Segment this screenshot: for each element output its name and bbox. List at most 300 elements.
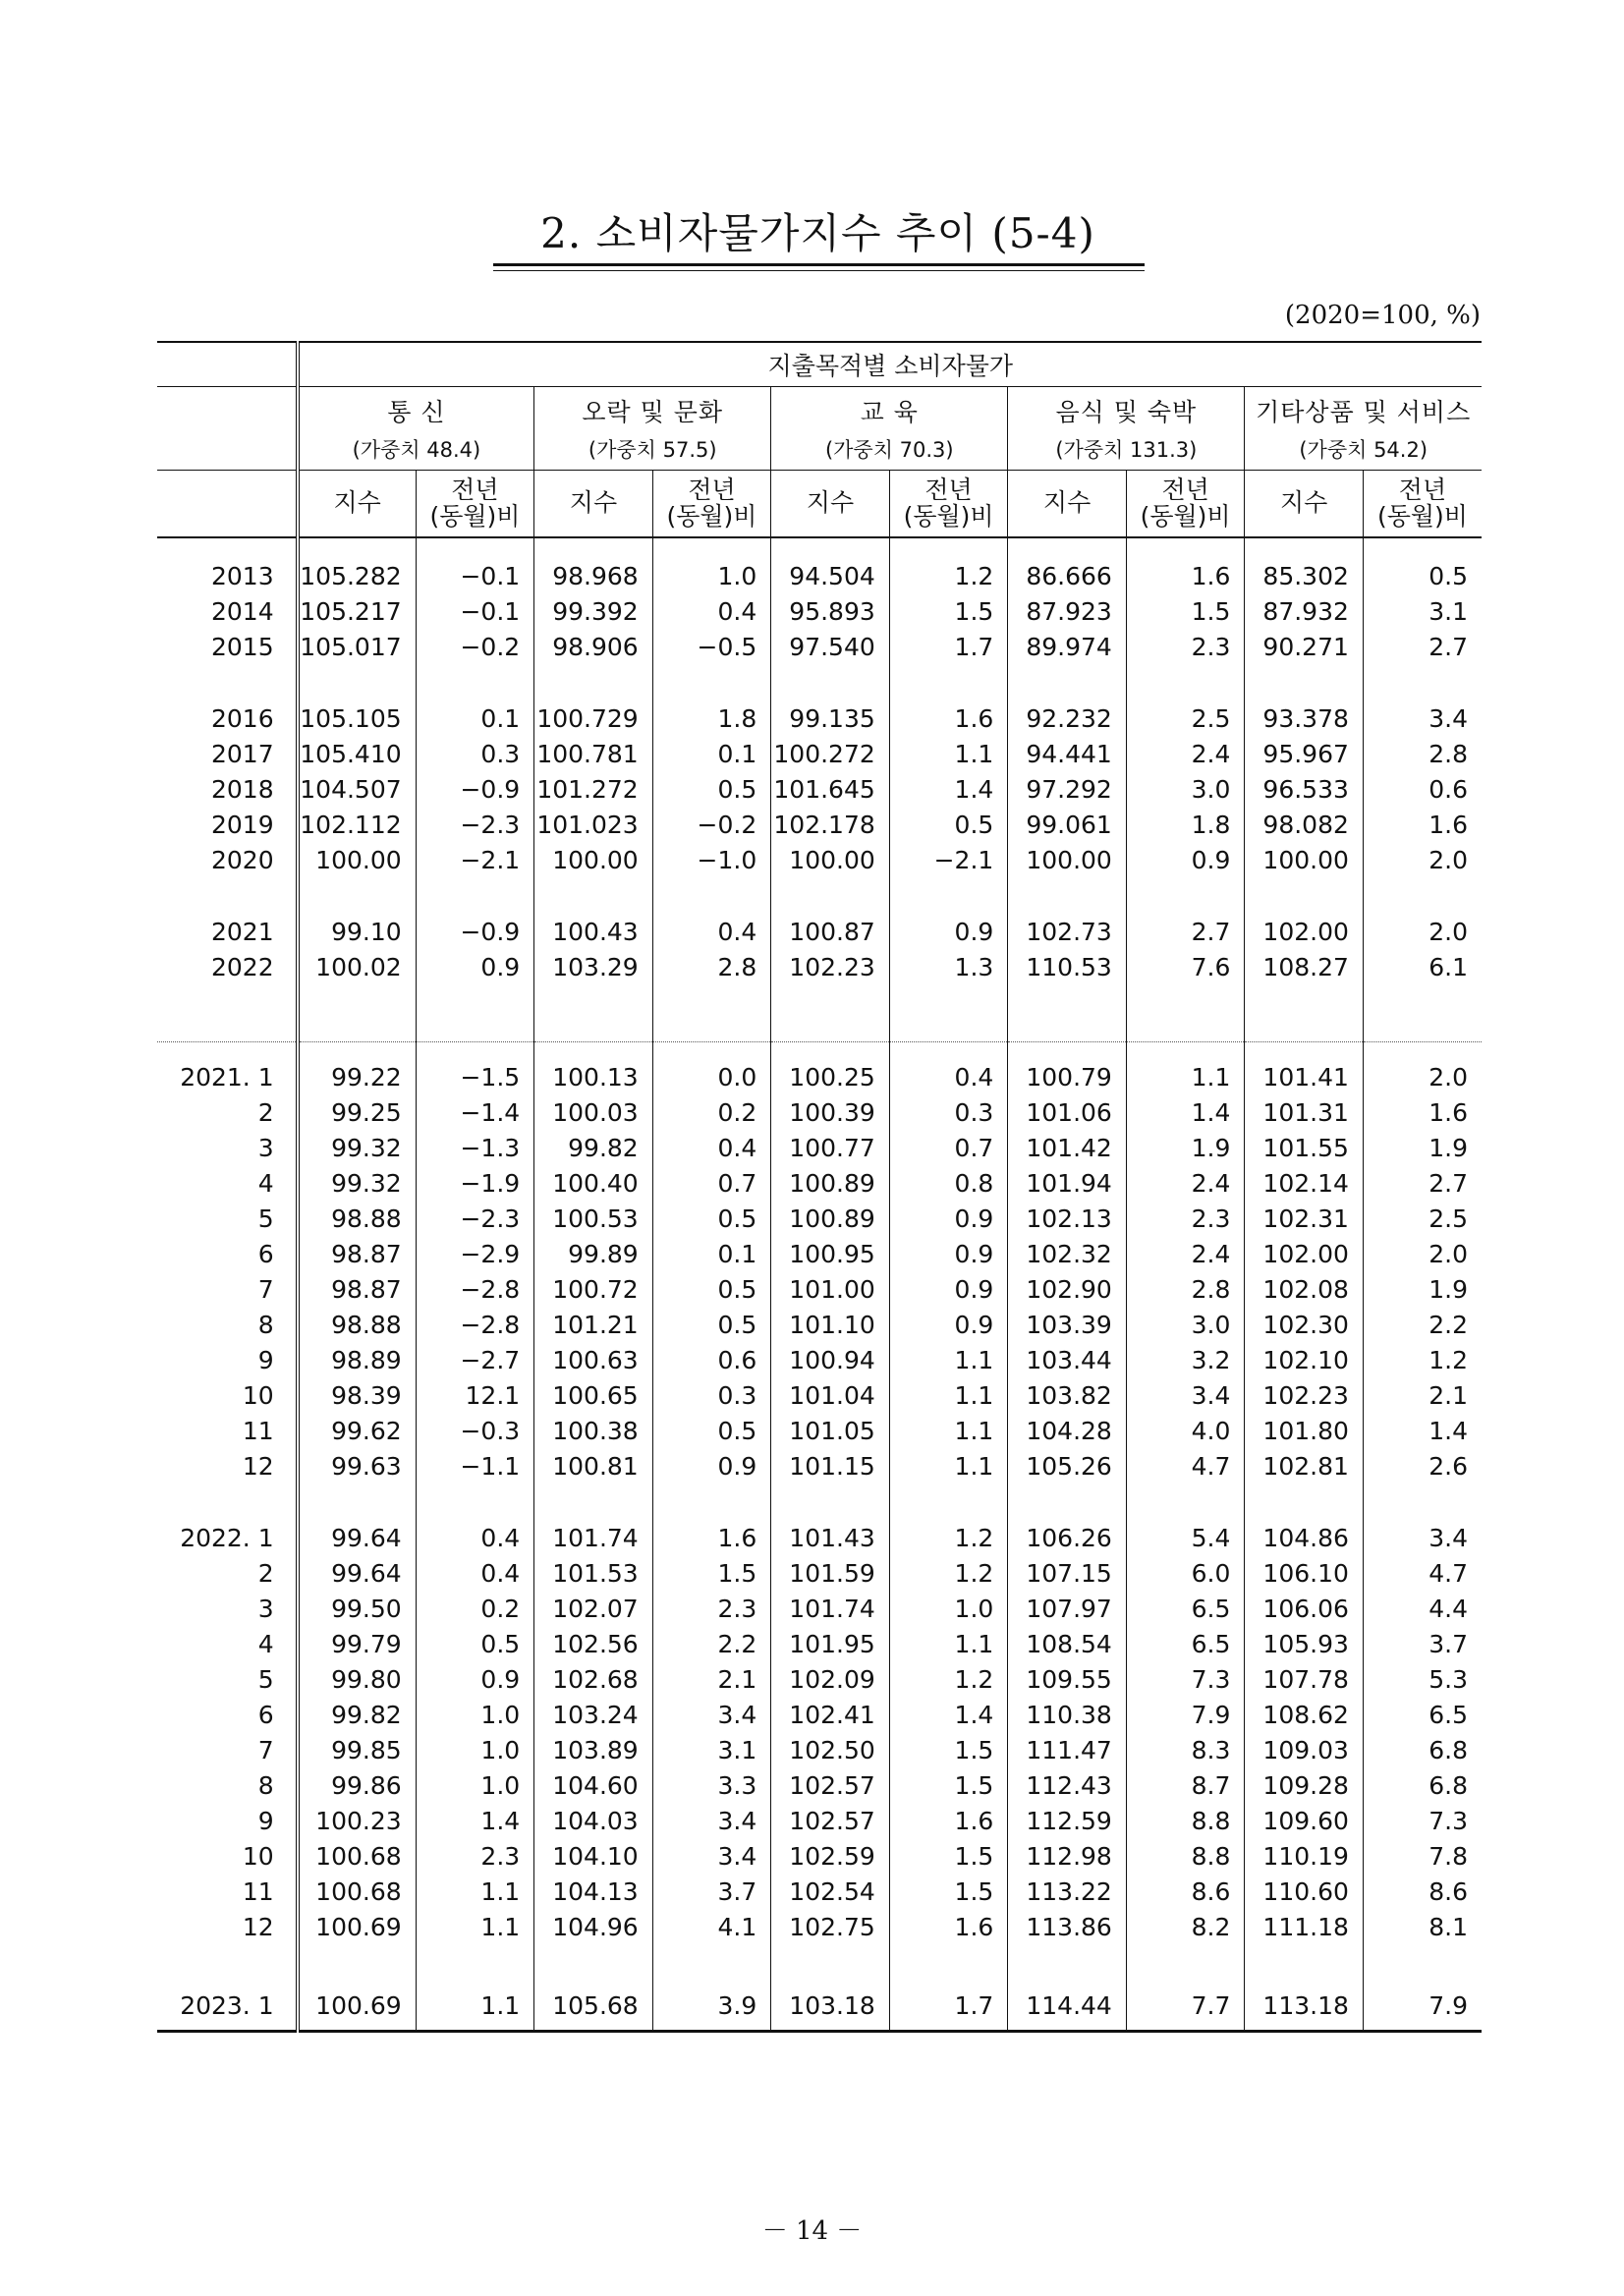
index-cell: 100.23 bbox=[298, 1803, 417, 1838]
index-cell: 104.03 bbox=[534, 1803, 653, 1838]
row-label: 2013 bbox=[211, 561, 274, 590]
change-cell: −2.1 bbox=[889, 842, 1008, 877]
table-row bbox=[157, 1661, 1482, 1697]
index-cell: 100.89 bbox=[771, 1201, 890, 1236]
index-cell: 99.22 bbox=[298, 1059, 417, 1094]
change-cell: 0.4 bbox=[416, 1555, 534, 1591]
index-cell: 100.68 bbox=[298, 1838, 417, 1874]
spacer-cell bbox=[416, 664, 534, 700]
change-cell: 0.9 bbox=[889, 1236, 1008, 1271]
change-cell: 3.3 bbox=[652, 1767, 771, 1803]
change-cell: 8.2 bbox=[1126, 1909, 1245, 1944]
change-cell: 4.1 bbox=[652, 1909, 771, 1944]
index-cell: 101.10 bbox=[771, 1307, 890, 1342]
spacer-row bbox=[157, 984, 1482, 1042]
spacer-cell bbox=[1363, 1484, 1482, 1520]
index-cell: 100.25 bbox=[771, 1059, 890, 1094]
index-cell: 100.79 bbox=[1008, 1059, 1127, 1094]
spacer-cell bbox=[416, 1484, 534, 1520]
index-cell: 102.30 bbox=[1245, 1307, 1364, 1342]
change-cell: −2.8 bbox=[416, 1307, 534, 1342]
index-cell: 105.93 bbox=[1245, 1626, 1364, 1661]
change-cell: 1.6 bbox=[1126, 558, 1245, 593]
change-cell: 8.6 bbox=[1363, 1874, 1482, 1909]
change-cell: 3.7 bbox=[652, 1874, 771, 1909]
index-cell: 99.86 bbox=[298, 1767, 417, 1803]
row-label: 2 bbox=[257, 1558, 274, 1588]
index-cell: 107.78 bbox=[1245, 1661, 1364, 1697]
spacer-cell bbox=[1008, 1042, 1127, 1060]
index-cell: 101.80 bbox=[1245, 1413, 1364, 1448]
change-cell: −0.1 bbox=[416, 558, 534, 593]
index-cell: 95.967 bbox=[1245, 736, 1364, 771]
row-label: 2018 bbox=[211, 774, 274, 804]
change-cell: 0.7 bbox=[889, 1130, 1008, 1165]
spacer-cell bbox=[1363, 664, 1482, 700]
spacer-cell bbox=[157, 1944, 298, 1981]
table-row bbox=[157, 558, 1482, 593]
title-block bbox=[491, 201, 1145, 260]
change-cell: 2.2 bbox=[1363, 1307, 1482, 1342]
change-cell: 2.5 bbox=[1363, 1201, 1482, 1236]
table-header bbox=[157, 342, 1482, 537]
index-cell: 100.39 bbox=[771, 1094, 890, 1130]
index-cell: 100.00 bbox=[1008, 842, 1127, 877]
index-cell: 103.39 bbox=[1008, 1307, 1127, 1342]
change-cell: 5.3 bbox=[1363, 1661, 1482, 1697]
change-cell: 2.8 bbox=[652, 949, 771, 984]
spacer-cell bbox=[1245, 1484, 1364, 1520]
change-cell: 3.7 bbox=[1363, 1626, 1482, 1661]
change-cell: 0.0 bbox=[652, 1059, 771, 1094]
change-cell: 0.9 bbox=[889, 914, 1008, 949]
table-row bbox=[157, 1732, 1482, 1767]
row-label: 2 bbox=[257, 1097, 274, 1127]
change-cell: 2.4 bbox=[1126, 736, 1245, 771]
spacer-cell bbox=[771, 664, 890, 700]
spacer-row bbox=[157, 1944, 1482, 1981]
change-cell: 6.0 bbox=[1126, 1555, 1245, 1591]
spacer-cell bbox=[652, 877, 771, 914]
row-label: 2023. 1 bbox=[157, 1981, 298, 2032]
index-cell: 97.540 bbox=[771, 629, 890, 664]
title-underline-thin bbox=[493, 270, 1145, 271]
change-cell: 0.5 bbox=[416, 1626, 534, 1661]
change-cell: 1.4 bbox=[889, 771, 1008, 807]
index-cell: 106.06 bbox=[1245, 1591, 1364, 1626]
index-cell: 89.974 bbox=[1008, 629, 1127, 664]
index-cell: 105.217 bbox=[298, 593, 417, 629]
index-cell: 109.60 bbox=[1245, 1803, 1364, 1838]
index-cell: 100.53 bbox=[534, 1201, 653, 1236]
change-cell: 1.4 bbox=[889, 1697, 1008, 1732]
spacer-cell bbox=[1245, 877, 1364, 914]
subheader-change bbox=[1126, 471, 1245, 538]
spacer-cell bbox=[652, 1042, 771, 1060]
index-cell: 102.00 bbox=[1245, 914, 1364, 949]
category-name: 음식 및 숙박 bbox=[1055, 398, 1198, 426]
table-row bbox=[157, 771, 1482, 807]
change-cell: 3.4 bbox=[1363, 1520, 1482, 1555]
index-cell: 99.85 bbox=[298, 1732, 417, 1767]
table-row bbox=[157, 842, 1482, 877]
spacer-cell bbox=[298, 1944, 417, 1981]
index-cell: 106.26 bbox=[1008, 1520, 1127, 1555]
change-cell: 6.1 bbox=[1363, 949, 1482, 984]
index-cell: 102.00 bbox=[1245, 1236, 1364, 1271]
change-cell: 1.6 bbox=[889, 700, 1008, 736]
change-cell: 1.4 bbox=[1126, 1094, 1245, 1130]
index-cell: 100.63 bbox=[534, 1342, 653, 1377]
row-label: 6 bbox=[257, 1700, 274, 1729]
index-cell: 110.53 bbox=[1008, 949, 1127, 984]
change-cell: 4.0 bbox=[1126, 1413, 1245, 1448]
change-cell: 1.2 bbox=[889, 1520, 1008, 1555]
index-cell: 99.64 bbox=[298, 1555, 417, 1591]
index-cell: 113.18 bbox=[1245, 1981, 1364, 2032]
category-header bbox=[771, 387, 1008, 471]
spacer-cell bbox=[1008, 664, 1127, 700]
index-cell: 103.29 bbox=[534, 949, 653, 984]
index-cell: 99.63 bbox=[298, 1448, 417, 1484]
change-cell: 1.6 bbox=[889, 1803, 1008, 1838]
spacer-cell bbox=[298, 877, 417, 914]
index-cell: 100.69 bbox=[298, 1981, 417, 2032]
index-cell: 101.15 bbox=[771, 1448, 890, 1484]
change-cell: 1.2 bbox=[889, 558, 1008, 593]
change-cell: 3.4 bbox=[652, 1803, 771, 1838]
index-cell: 109.28 bbox=[1245, 1767, 1364, 1803]
index-cell: 101.272 bbox=[534, 771, 653, 807]
subheader-index: 지수 bbox=[771, 471, 890, 538]
change-cell: 0.5 bbox=[889, 807, 1008, 842]
category-weight: (가중치 70.3) bbox=[824, 438, 954, 462]
index-cell: 100.87 bbox=[771, 914, 890, 949]
spacer-row bbox=[157, 664, 1482, 700]
change-cell: 1.2 bbox=[889, 1555, 1008, 1591]
change-cell: −2.3 bbox=[416, 1201, 534, 1236]
table-row bbox=[157, 700, 1482, 736]
index-cell: 101.59 bbox=[771, 1555, 890, 1591]
change-cell: 1.9 bbox=[1363, 1130, 1482, 1165]
change-cell: 1.6 bbox=[1363, 807, 1482, 842]
change-cell: 3.4 bbox=[1363, 700, 1482, 736]
index-cell: 105.105 bbox=[298, 700, 417, 736]
change-cell: 1.5 bbox=[889, 593, 1008, 629]
row-label: 11 bbox=[242, 1876, 274, 1906]
change-cell: 2.0 bbox=[1363, 914, 1482, 949]
category-header bbox=[1245, 387, 1482, 471]
index-cell: 99.32 bbox=[298, 1130, 417, 1165]
change-cell: 0.4 bbox=[652, 914, 771, 949]
row-label: 9 bbox=[257, 1345, 274, 1374]
change-cell: 0.5 bbox=[652, 1413, 771, 1448]
index-cell: 99.10 bbox=[298, 914, 417, 949]
row-label: 2014 bbox=[211, 596, 274, 626]
index-cell: 103.89 bbox=[534, 1732, 653, 1767]
subheader-change bbox=[889, 471, 1008, 538]
index-cell: 102.09 bbox=[771, 1661, 890, 1697]
row-label: 2016 bbox=[211, 703, 274, 733]
index-cell: 85.302 bbox=[1245, 558, 1364, 593]
index-cell: 101.53 bbox=[534, 1555, 653, 1591]
index-cell: 102.50 bbox=[771, 1732, 890, 1767]
change-cell: 0.4 bbox=[889, 1059, 1008, 1094]
index-cell: 107.97 bbox=[1008, 1591, 1127, 1626]
index-cell: 100.13 bbox=[534, 1059, 653, 1094]
change-cell: 3.4 bbox=[1126, 1377, 1245, 1413]
spacer-cell bbox=[534, 1484, 653, 1520]
index-cell: 100.72 bbox=[534, 1271, 653, 1307]
spacer-cell bbox=[416, 537, 534, 558]
change-cell: 0.5 bbox=[652, 1271, 771, 1307]
change-cell: 2.3 bbox=[416, 1838, 534, 1874]
row-label: 8 bbox=[257, 1770, 274, 1800]
table-row bbox=[157, 1165, 1482, 1201]
change-cell: 1.1 bbox=[1126, 1059, 1245, 1094]
change-cell: 0.2 bbox=[416, 1591, 534, 1626]
row-label: 7 bbox=[257, 1274, 274, 1304]
subheader-index: 지수 bbox=[1245, 471, 1364, 538]
spacer-cell bbox=[1245, 1944, 1364, 1981]
spacer-cell bbox=[652, 537, 771, 558]
index-cell: 90.271 bbox=[1245, 629, 1364, 664]
change-cell: 8.3 bbox=[1126, 1732, 1245, 1767]
spacer-cell bbox=[771, 1484, 890, 1520]
spacer-cell bbox=[889, 877, 1008, 914]
change-cell: 0.9 bbox=[889, 1201, 1008, 1236]
index-cell: 99.79 bbox=[298, 1626, 417, 1661]
index-cell: 102.32 bbox=[1008, 1236, 1127, 1271]
page-number: － 14 － bbox=[761, 2216, 863, 2246]
subheader-change-line2: (동월)비 bbox=[429, 501, 521, 531]
change-cell: 0.4 bbox=[416, 1520, 534, 1555]
index-cell: 102.07 bbox=[534, 1591, 653, 1626]
spacer-cell bbox=[652, 1484, 771, 1520]
change-cell: 2.2 bbox=[652, 1626, 771, 1661]
change-cell: 1.1 bbox=[416, 1874, 534, 1909]
index-cell: 109.03 bbox=[1245, 1732, 1364, 1767]
index-cell: 113.86 bbox=[1008, 1909, 1127, 1944]
subheader-index: 지수 bbox=[298, 471, 417, 538]
index-cell: 100.00 bbox=[1245, 842, 1364, 877]
table-row bbox=[157, 1342, 1482, 1377]
index-cell: 102.56 bbox=[534, 1626, 653, 1661]
spacer-cell bbox=[157, 984, 298, 1042]
index-cell: 102.57 bbox=[771, 1767, 890, 1803]
change-cell: 0.9 bbox=[1126, 842, 1245, 877]
category-header bbox=[298, 387, 534, 471]
index-cell: 100.38 bbox=[534, 1413, 653, 1448]
change-cell: −0.9 bbox=[416, 771, 534, 807]
spacer-cell bbox=[1245, 984, 1364, 1042]
change-cell: −1.4 bbox=[416, 1094, 534, 1130]
change-cell: 3.4 bbox=[652, 1697, 771, 1732]
index-cell: 99.89 bbox=[534, 1236, 653, 1271]
table-row bbox=[157, 1307, 1482, 1342]
spacer-cell bbox=[416, 1944, 534, 1981]
change-cell: −2.1 bbox=[416, 842, 534, 877]
table-row bbox=[157, 1448, 1482, 1484]
index-cell: 99.82 bbox=[298, 1697, 417, 1732]
spacer-cell bbox=[534, 1042, 653, 1060]
change-cell: −1.5 bbox=[416, 1059, 534, 1094]
change-cell: 8.6 bbox=[1126, 1874, 1245, 1909]
index-cell: 110.19 bbox=[1245, 1838, 1364, 1874]
table-row bbox=[157, 1236, 1482, 1271]
index-cell: 102.81 bbox=[1245, 1448, 1364, 1484]
change-cell: 4.7 bbox=[1126, 1448, 1245, 1484]
table-row bbox=[157, 1981, 1482, 2032]
index-cell: 100.77 bbox=[771, 1130, 890, 1165]
spacer-row bbox=[157, 1484, 1482, 1520]
change-cell: 2.8 bbox=[1126, 1271, 1245, 1307]
table-row bbox=[157, 1520, 1482, 1555]
row-label: 5 bbox=[257, 1664, 274, 1694]
index-cell: 102.59 bbox=[771, 1838, 890, 1874]
change-cell: 2.8 bbox=[1363, 736, 1482, 771]
change-cell: 1.5 bbox=[889, 1732, 1008, 1767]
change-cell: −1.9 bbox=[416, 1165, 534, 1201]
index-cell: 103.18 bbox=[771, 1981, 890, 2032]
change-cell: 0.6 bbox=[1363, 771, 1482, 807]
change-cell: 8.1 bbox=[1363, 1909, 1482, 1944]
index-cell: 100.68 bbox=[298, 1874, 417, 1909]
change-cell: 8.7 bbox=[1126, 1767, 1245, 1803]
spacer-cell bbox=[534, 537, 653, 558]
subheader-change bbox=[1363, 471, 1482, 538]
index-cell: 101.06 bbox=[1008, 1094, 1127, 1130]
change-cell: 1.5 bbox=[652, 1555, 771, 1591]
category-header bbox=[534, 387, 771, 471]
index-cell: 98.88 bbox=[298, 1307, 417, 1342]
subheader-change bbox=[652, 471, 771, 538]
spacer-cell bbox=[1126, 537, 1245, 558]
index-cell: 110.60 bbox=[1245, 1874, 1364, 1909]
index-cell: 100.65 bbox=[534, 1377, 653, 1413]
index-cell: 100.729 bbox=[534, 700, 653, 736]
index-cell: 104.96 bbox=[534, 1909, 653, 1944]
spacer-cell bbox=[889, 1042, 1008, 1060]
row-label: 2021 bbox=[211, 917, 274, 946]
header-corner bbox=[157, 387, 298, 471]
index-cell: 110.38 bbox=[1008, 1697, 1127, 1732]
change-cell: 2.4 bbox=[1126, 1165, 1245, 1201]
row-label: 2021. 1 bbox=[180, 1062, 274, 1092]
spacer-cell bbox=[1008, 537, 1127, 558]
change-cell: 3.9 bbox=[652, 1981, 771, 2032]
change-cell: 2.3 bbox=[1126, 1201, 1245, 1236]
change-cell: 1.1 bbox=[889, 1448, 1008, 1484]
index-cell: 102.08 bbox=[1245, 1271, 1364, 1307]
unit-note: (2020=100, %) bbox=[1284, 301, 1481, 330]
index-cell: 98.082 bbox=[1245, 807, 1364, 842]
index-cell: 104.60 bbox=[534, 1767, 653, 1803]
row-label: 5 bbox=[257, 1204, 274, 1233]
category-name: 오락 및 문화 bbox=[582, 398, 724, 426]
row-label: 3 bbox=[257, 1594, 274, 1623]
header-corner bbox=[157, 471, 298, 538]
change-cell: 3.0 bbox=[1126, 771, 1245, 807]
row-label: 7 bbox=[257, 1735, 274, 1764]
spacer-cell bbox=[416, 984, 534, 1042]
index-cell: 100.00 bbox=[534, 842, 653, 877]
change-cell: 1.1 bbox=[416, 1909, 534, 1944]
row-label: 4 bbox=[257, 1168, 274, 1198]
table-row bbox=[157, 1591, 1482, 1626]
row-label: 2015 bbox=[211, 632, 274, 661]
spacer-cell bbox=[771, 877, 890, 914]
index-cell: 100.69 bbox=[298, 1909, 417, 1944]
index-cell: 101.31 bbox=[1245, 1094, 1364, 1130]
change-cell: −1.3 bbox=[416, 1130, 534, 1165]
row-label: 8 bbox=[257, 1310, 274, 1339]
table-row bbox=[157, 1838, 1482, 1874]
index-cell: 101.04 bbox=[771, 1377, 890, 1413]
table-row bbox=[157, 1803, 1482, 1838]
index-cell: 102.13 bbox=[1008, 1201, 1127, 1236]
category-name: 기타상품 및 서비스 bbox=[1256, 398, 1472, 426]
index-cell: 100.00 bbox=[771, 842, 890, 877]
change-cell: 1.7 bbox=[889, 629, 1008, 664]
change-cell: 7.9 bbox=[1363, 1981, 1482, 2032]
spacer-cell bbox=[298, 1484, 417, 1520]
change-cell: 1.4 bbox=[416, 1803, 534, 1838]
spacer-cell bbox=[1008, 1944, 1127, 1981]
row-label: 3 bbox=[257, 1133, 274, 1162]
row-label: 10 bbox=[242, 1841, 274, 1871]
index-cell: 95.893 bbox=[771, 593, 890, 629]
index-cell: 102.112 bbox=[298, 807, 417, 842]
index-cell: 97.292 bbox=[1008, 771, 1127, 807]
spacer-row bbox=[157, 1042, 1482, 1060]
change-cell: 1.9 bbox=[1363, 1271, 1482, 1307]
index-cell: 102.54 bbox=[771, 1874, 890, 1909]
change-cell: −0.2 bbox=[416, 629, 534, 664]
change-cell: 1.6 bbox=[1363, 1094, 1482, 1130]
change-cell: 6.5 bbox=[1126, 1626, 1245, 1661]
change-cell: 6.5 bbox=[1126, 1591, 1245, 1626]
change-cell: 7.3 bbox=[1126, 1661, 1245, 1697]
spacer-cell bbox=[1008, 877, 1127, 914]
subheader-change-line2: (동월)비 bbox=[903, 501, 994, 531]
change-cell: 0.4 bbox=[652, 1130, 771, 1165]
index-cell: 102.23 bbox=[771, 949, 890, 984]
index-cell: 98.88 bbox=[298, 1201, 417, 1236]
spacer-cell bbox=[1126, 1944, 1245, 1981]
cpi-table bbox=[157, 341, 1482, 2033]
category-weight: (가중치 131.3) bbox=[1055, 438, 1198, 462]
index-cell: 104.10 bbox=[534, 1838, 653, 1874]
change-cell: 3.1 bbox=[1363, 593, 1482, 629]
index-cell: 100.43 bbox=[534, 914, 653, 949]
change-cell: 1.0 bbox=[416, 1732, 534, 1767]
spacer-cell bbox=[1363, 877, 1482, 914]
index-cell: 102.75 bbox=[771, 1909, 890, 1944]
change-cell: 1.0 bbox=[416, 1767, 534, 1803]
row-label: 12 bbox=[242, 1912, 274, 1941]
change-cell: −2.8 bbox=[416, 1271, 534, 1307]
page-title: 2. 소비자물가지수 추이 (5-4) bbox=[540, 209, 1095, 257]
index-cell: 101.94 bbox=[1008, 1165, 1127, 1201]
row-label: 4 bbox=[257, 1629, 274, 1658]
table-body bbox=[157, 537, 1482, 2032]
change-cell: 1.0 bbox=[416, 1697, 534, 1732]
change-cell: 0.1 bbox=[416, 700, 534, 736]
change-cell: 4.7 bbox=[1363, 1555, 1482, 1591]
subheader-index: 지수 bbox=[1008, 471, 1127, 538]
change-cell: 1.0 bbox=[889, 1591, 1008, 1626]
